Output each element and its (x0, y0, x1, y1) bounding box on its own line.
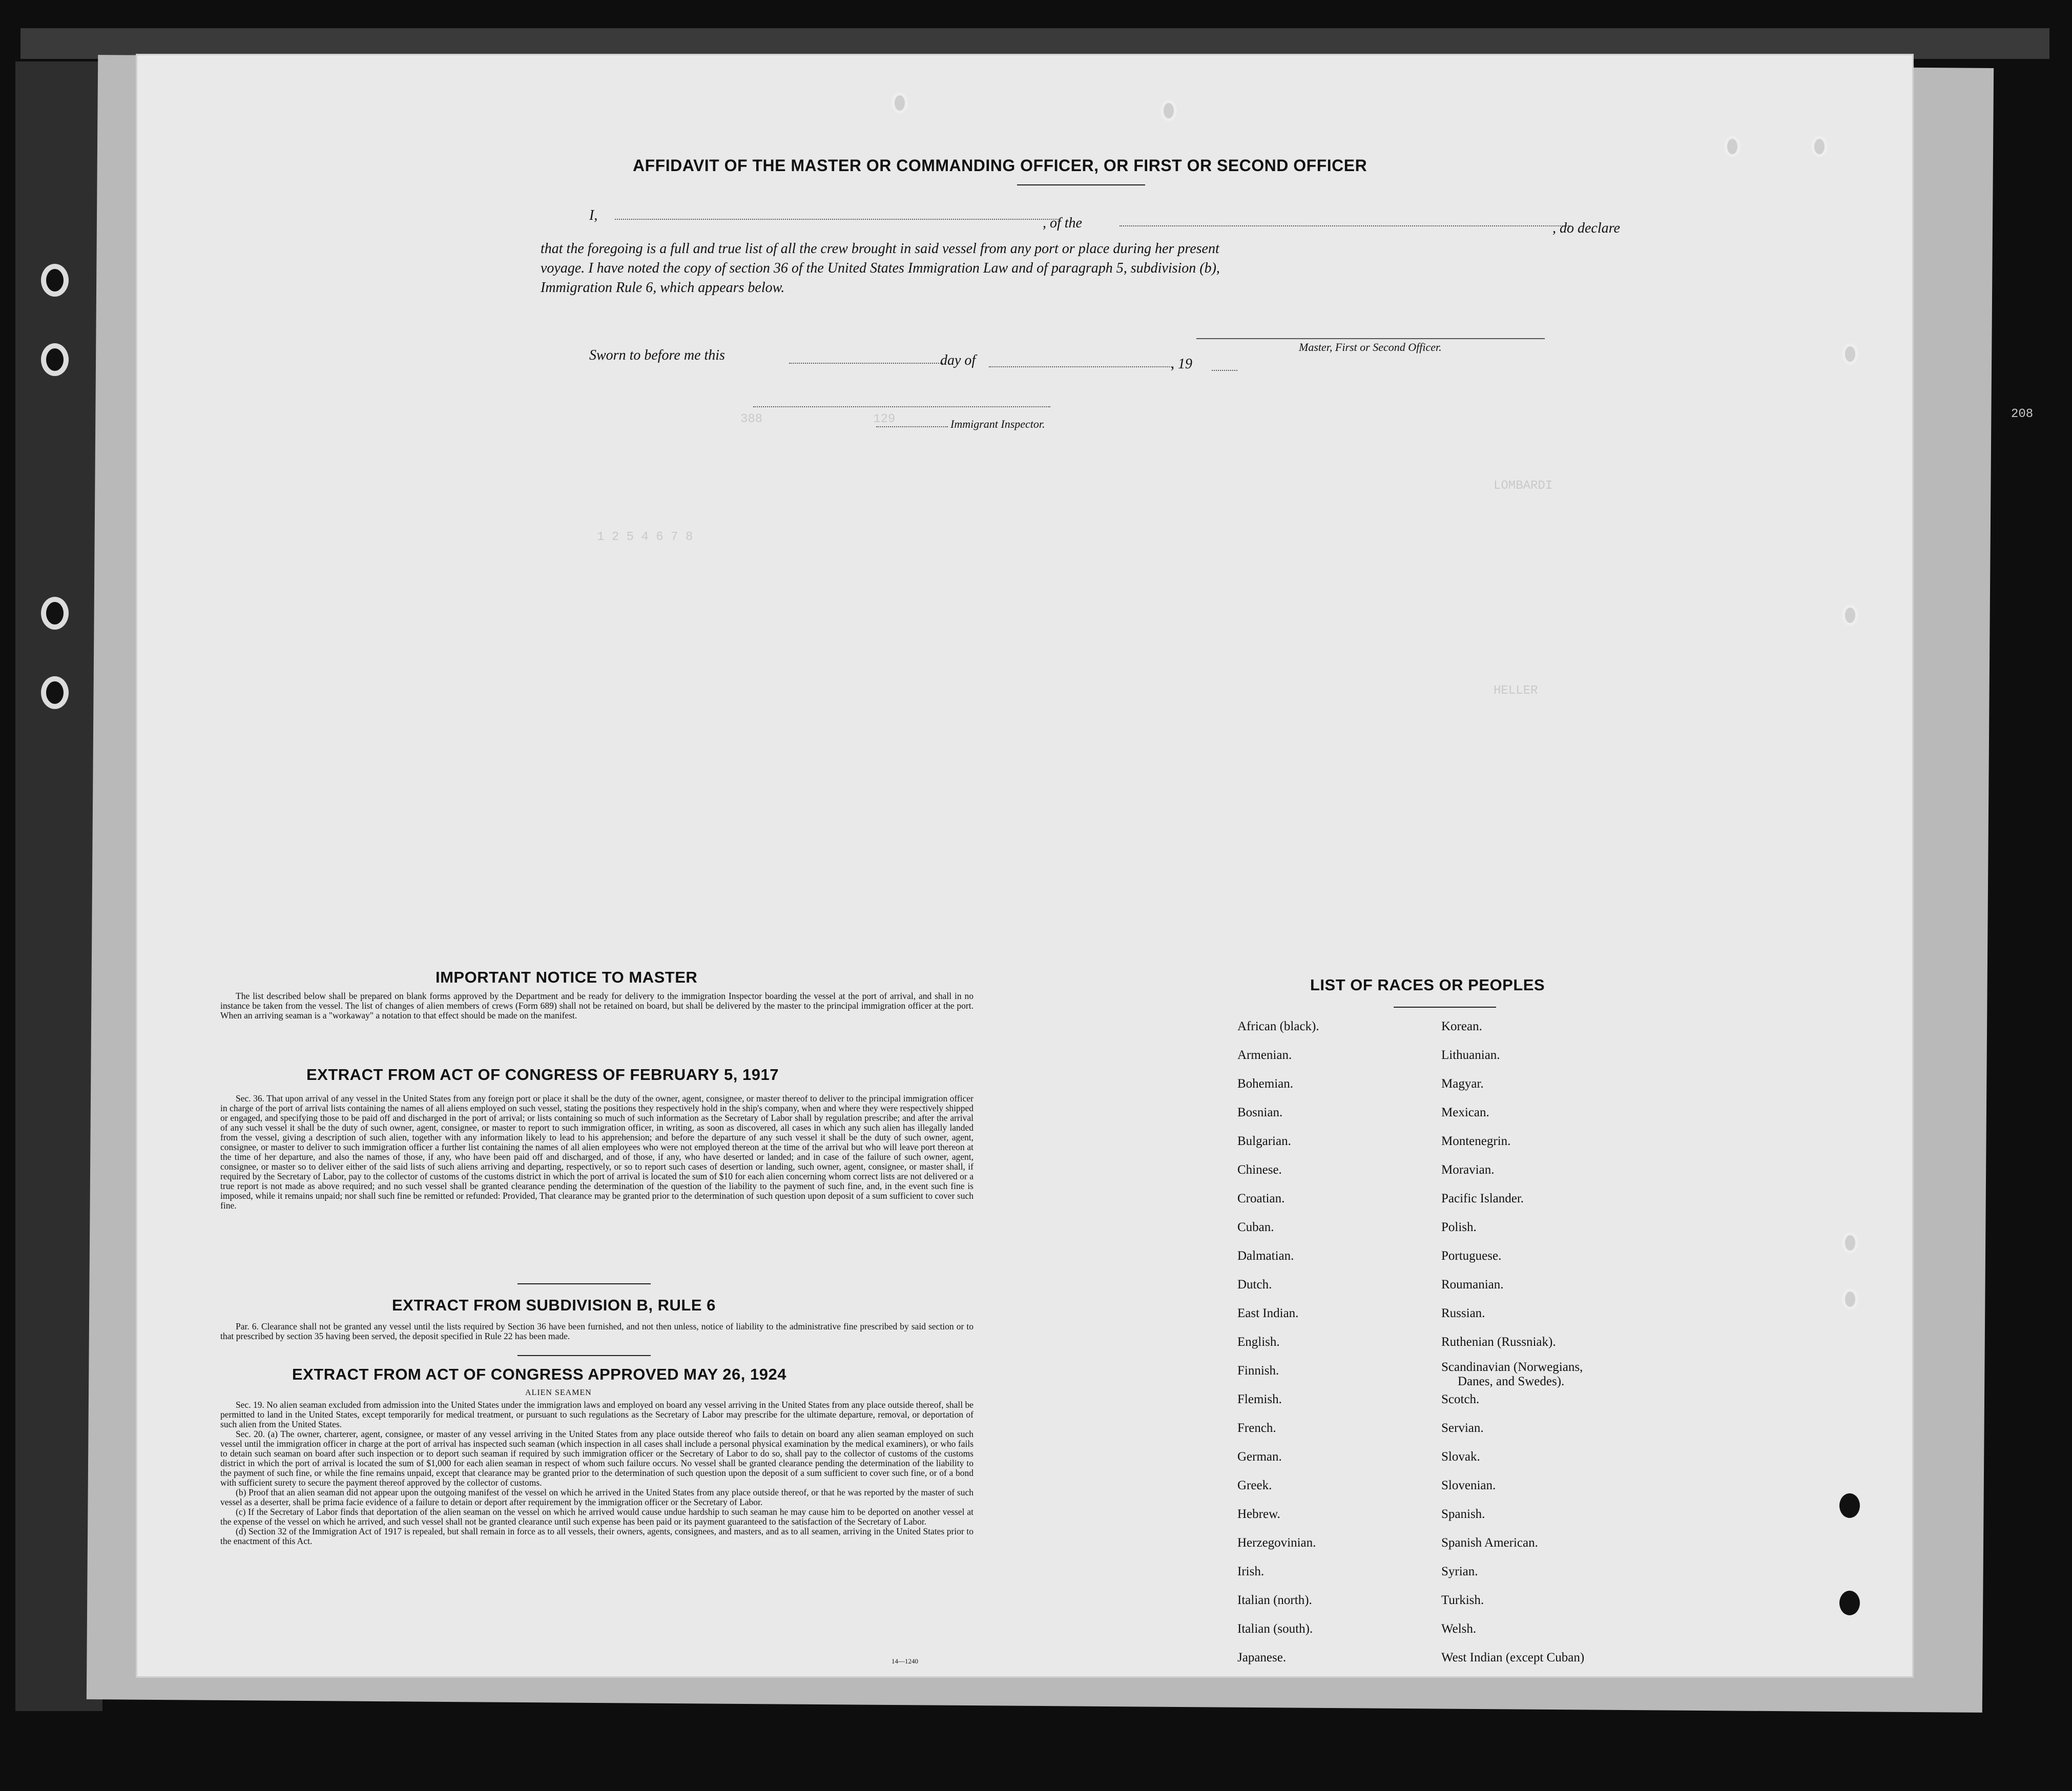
race-item: Portuguese. (1441, 1249, 1502, 1263)
race-item: Turkish. (1441, 1593, 1484, 1607)
race-item: English. (1237, 1335, 1280, 1349)
sworn-day-field[interactable] (789, 363, 943, 364)
sworn-year-field[interactable] (1212, 370, 1237, 371)
affidavit-line-1: that the foregoing is a full and true list of all the crew brought in said vessel from any port or place during her present (541, 241, 1219, 257)
binder-hole-icon (41, 676, 69, 709)
race-item: Ruthenian (Russniak). (1441, 1335, 1556, 1349)
race-item: African (black). (1237, 1019, 1319, 1033)
race-item-continuation: Danes, and Swedes). (1458, 1375, 1565, 1388)
sec-20a: Sec. 20. (a) The owner, charterer, agent, consignee, or master of any vessel arriving in the United States from any place outside thereof who fails to detain on board any alien seaman employed on such vessel until the immigration officer in charge at the port of arrival has inspected such seaman (which inspection in all cases shall include a personal physical examination by the medical examiners), or who fails to detain such seaman on board after such inspection or to deport such seaman if required by such immigration officer or the Secretary of Labor to do so, shall pay to the collector of customs of the customs district in which the port of arrival is located the sum of $1,000 for each alien seaman in respect of whom such failure occurs. No vessel shall be granted clearance pending the determination of the liability to the payment of such fine, or while the fine remains unpaid, except that clearance may be granted prior to the determination of such question upon the deposit of a sum sufficient to cover such fine, or of a bond with sufficient surety to secure the payment thereof approved by the collector of customs. (220, 1429, 973, 1488)
race-item: Dutch. (1237, 1278, 1272, 1292)
race-item: Mexican. (1441, 1106, 1489, 1119)
act-1917-body: Sec. 36. That upon arrival of any vessel in the United States from any foreign port or place it shall be the duty of the owner, agent, consignee, or master thereof to deliver to the principal immigration officer in charge of the port of arrival lists containing the names of all aliens employed on such vessel, stating the positions they respectively hold in the ship's company, when and where they were respectively shipped or engaged, and specifying those to be paid off and discharged in the port of arrival; or lists containing so much of such information as the Secretary of Labor shall by regulation prescribe; and after the arrival of any such vessel it shall be the duty of such owner, agent, consignee, or master to report to such immigration officer, in writing, as soon as discovered, all cases in which any such alien has illegally landed from the vessel, giving a description of such alien, together with any information likely to lead to his apprehension; and before the departure of any such vessel it shall be the duty of such owner, agent, consignee, or master to deliver to such immigration officer a further list containing the names of all alien employees who were not employed thereon at the time of the arrival but who will leave port thereon at the time of her departure, and also the names of those, if any, who have been paid off and discharged, and of those, if any, who have deserted or landed; and in case of the failure of such owner, agent, consignee, or master so to deliver either of the said lists of such aliens arriving and departing, respectively, or so to report such cases of desertion or landing, such owner, agent, consignee, or master shall, if required by the Secretary of Labor, pay to the collector of customs of the customs district in which the port of arrival is located the sum of $10 for each alien concerning whom correct lists are not delivered or a true report is not made as above required; and no such vessel shall be granted clearance pending the determination of the question of the liability to the payment of such fine, and, in the event such fine is imposed, while it remains unpaid; nor shall such fine be remitted or refunded: Provided, That clearance may be granted prior to the determination of such question upon deposit of a sum sufficient to cover such fine. (220, 1093, 973, 1211)
sec-20c: (c) If the Secretary of Labor finds that deportation of the alien seaman on the vessel on which he arrived would cause undue hardship to such seaman he may cause him to be deported on another vessel at the expense of the vessel on which he arrived, and such vessel shall not be granted clearance until such expense has been paid or its payment guaranteed to the satisfaction of the Secretary of Labor. (220, 1507, 973, 1527)
inspector-label: Immigrant Inspector. (950, 418, 1045, 430)
race-item: Syrian. (1441, 1565, 1478, 1578)
race-item: Magyar. (1441, 1077, 1484, 1091)
page-hole-icon (1161, 100, 1177, 121)
race-item: Bohemian. (1237, 1077, 1294, 1091)
affidavit-title: AFFIDAVIT OF THE MASTER OR COMMANDING OFFICER, OR FIRST OR SECOND OFFICER (633, 156, 1367, 175)
race-item: Spanish. (1441, 1507, 1485, 1521)
race-item: East Indian. (1237, 1306, 1299, 1320)
inspector-signature-line[interactable] (753, 406, 1050, 407)
rule-6-body: Par. 6. Clearance shall not be granted any vessel until the lists required by Section 36 have been furnished, and not then unless, notice of liability to the administrative fine prescribed by said section or to that prescribed by section 35 having been served, the deposit specified in Rule 22 has been made. (220, 1321, 973, 1341)
race-item: Flemish. (1237, 1392, 1282, 1406)
race-item: Cuban. (1237, 1220, 1274, 1234)
sworn-label: Sworn to before me this (589, 347, 725, 363)
race-item: West Indian (except Cuban) (1441, 1651, 1585, 1664)
manifest-page (136, 54, 2034, 1678)
page-hole-icon (1842, 343, 1858, 365)
page-hole-icon (1842, 1232, 1858, 1254)
inspector-lead-line (876, 426, 948, 427)
race-item: Spanish American. (1441, 1536, 1538, 1550)
sworn-month-field[interactable] (989, 366, 1173, 367)
page-hole-icon (1839, 1591, 1860, 1615)
race-item: Pacific Islander. (1441, 1192, 1524, 1205)
race-item: Montenegrin. (1441, 1134, 1511, 1148)
race-item: Korean. (1441, 1019, 1482, 1033)
page-hole-icon (1811, 136, 1828, 157)
vessel-field[interactable] (1120, 225, 1570, 226)
page-hole-icon (1842, 1288, 1858, 1310)
act-1917-title: EXTRACT FROM ACT OF CONGRESS OF FEBRUARY 5, 1917 (306, 1066, 779, 1084)
race-item: Herzegovinian. (1237, 1536, 1316, 1550)
race-item: Irish. (1237, 1565, 1265, 1578)
name-field[interactable] (615, 219, 1061, 220)
race-item: Russian. (1441, 1306, 1485, 1320)
of-the-label: , of the (1043, 215, 1082, 231)
races-title: LIST OF RACES OR PEOPLES (1310, 976, 1545, 994)
race-item: Italian (north). (1237, 1593, 1312, 1607)
affidavit-line-3: Immigration Rule 6, which appears below. (541, 280, 785, 296)
race-item: Welsh. (1441, 1622, 1477, 1636)
race-item: German. (1237, 1450, 1282, 1464)
race-item: Scandinavian (Norwegians, (1441, 1360, 1583, 1374)
race-item: Japanese. (1237, 1651, 1287, 1664)
race-item: Chinese. (1237, 1163, 1282, 1177)
master-signature-line[interactable] (1196, 338, 1545, 339)
act-1924-title: EXTRACT FROM ACT OF CONGRESS APPROVED MAY 26, 1924 (292, 1365, 786, 1383)
race-item: Moravian. (1441, 1163, 1495, 1177)
race-item: Dalmatian. (1237, 1249, 1294, 1263)
act-1924-subtitle: ALIEN SEAMEN (525, 1388, 592, 1397)
race-item: Bulgarian. (1237, 1134, 1291, 1148)
race-item: Armenian. (1237, 1048, 1292, 1062)
race-item: French. (1237, 1421, 1276, 1435)
binder-hole-icon (41, 343, 69, 376)
page-hole-icon (1839, 1493, 1860, 1518)
sec-20d: (d) Section 32 of the Immigration Act of 1917 is repealed, but shall remain in force as to all vessels, their owners, agents, consignees, and masters, and as to all seamen, arriving in the United States prior to the enactment of this Act. (220, 1526, 973, 1546)
race-item: Hebrew. (1237, 1507, 1280, 1521)
sec-19: Sec. 19. No alien seaman excluded from admission into the United States under the immigration laws and employed on board any vessel arriving in the United States from any place outside thereof, shall be permitted to land in the United States, except temporarily for medical treatment, or pursuant to such regulations as the Secretary of Labor may prescribe for the ultimate departure, removal, or deportation of such alien from the United States. (220, 1400, 973, 1429)
race-item: Finnish. (1237, 1364, 1279, 1378)
notice-body: The list described below shall be prepared on blank forms approved by the Department and be ready for delivery to the immigration Inspector boarding the vessel at the port of arrival, and shall in no instance be taken from the vessel. The list of changes of alien members of crews (Form 689) shall not be retained on board, but shall be delivered by the master to the principal immigration officer at the port. When an arriving seaman is a "workaway" a notation to that effect should be made on the manifest. (220, 991, 973, 1021)
race-item: Bosnian. (1237, 1106, 1283, 1119)
race-item: Slovenian. (1441, 1478, 1496, 1492)
race-item: Lithuanian. (1441, 1048, 1500, 1062)
do-declare-label: , do declare (1552, 220, 1620, 236)
race-item: Roumanian. (1441, 1278, 1504, 1292)
title-rule (1017, 184, 1145, 185)
race-item: Scotch. (1441, 1392, 1480, 1406)
section-rule (517, 1355, 651, 1356)
act-1924-body (220, 1400, 973, 1546)
year-label: , 19 (1171, 356, 1192, 372)
sec-20b: (b) Proof that an alien seaman did not appear upon the outgoing manifest of the vessel on which he arrived in the United States from any place outside thereof, or that he was reported by the master of such vessel as a deserter, shall be prima facie evidence of a failure to detain or deport after requirement by the immigration officer or the Secretary of Labor. (220, 1487, 973, 1507)
page-hole-icon (1724, 136, 1741, 157)
i-label: I, (589, 207, 598, 223)
race-item: Italian (south). (1237, 1622, 1313, 1636)
day-of-label: day of (940, 352, 976, 368)
races-title-rule (1394, 1007, 1496, 1008)
rule-6-title: EXTRACT FROM SUBDIVISION B, RULE 6 (392, 1296, 716, 1314)
race-item: Greek. (1237, 1478, 1272, 1492)
section-rule (517, 1283, 651, 1284)
race-item: Servian. (1441, 1421, 1484, 1435)
race-item: Croatian. (1237, 1192, 1285, 1205)
bleed-through: 388 129 1 2 5 4 6 7 8 LOMBARDI HELLER 208 (597, 407, 2034, 698)
affidavit-line-2: voyage. I have noted the copy of section 36 of the United States Immigration Law and of paragraph 5, subdivision (b), (541, 260, 1220, 276)
page-hole-icon (892, 92, 908, 114)
race-item: Polish. (1441, 1220, 1477, 1234)
form-number: 14—1240 (892, 1657, 918, 1665)
master-signature-label: Master, First or Second Officer. (1299, 341, 1442, 353)
notice-title: IMPORTANT NOTICE TO MASTER (436, 968, 698, 986)
race-item: Slovak. (1441, 1450, 1480, 1464)
binder-hole-icon (41, 597, 69, 630)
binder-hole-icon (41, 264, 69, 297)
page-hole-icon (1842, 605, 1858, 626)
